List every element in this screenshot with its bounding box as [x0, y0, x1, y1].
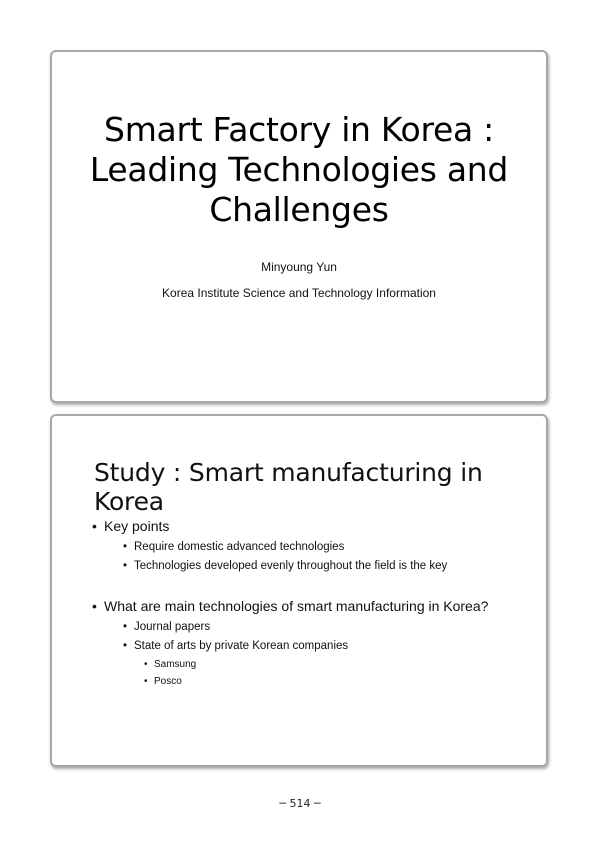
bullet-text: What are main technologies of smart manufacturing in Korea?: [104, 598, 489, 614]
page-number: ─ 514 ─: [279, 797, 321, 810]
sub-bullet-list: [104, 538, 536, 576]
sub-bullet-item: • Require domestic advanced technologies: [104, 538, 536, 557]
bullet-list: [92, 516, 536, 690]
bullet-item: [92, 596, 536, 690]
sub-sub-bullet-list: [104, 656, 536, 690]
title-line: Challenges: [209, 190, 389, 229]
bullet-item: [92, 516, 536, 576]
author-affiliation: Korea Institute Science and Technology Information: [162, 286, 436, 300]
sub-sub-bullet-item: • Samsung: [104, 656, 536, 673]
bullet-text: Key points: [104, 518, 170, 534]
title-line: Leading Technologies and: [89, 150, 509, 189]
sub-bullet-item: • Technologies developed evenly throughout the field is the key: [104, 557, 536, 576]
title-slide: [50, 50, 548, 403]
content-slide: [50, 414, 548, 767]
slide-title: [52, 110, 546, 230]
sub-bullet-list: [104, 618, 536, 656]
slide-heading: Study : Smart manufacturing in Korea: [94, 458, 483, 516]
title-line: Smart Factory in Korea :: [104, 110, 494, 149]
sub-bullet-item: • State of arts by private Korean companies: [104, 637, 536, 656]
sub-sub-bullet-item: • Posco: [104, 673, 536, 690]
author-name: Minyoung Yun: [261, 260, 337, 274]
spacer: [92, 576, 536, 596]
sub-bullet-item: • Journal papers: [104, 618, 536, 637]
